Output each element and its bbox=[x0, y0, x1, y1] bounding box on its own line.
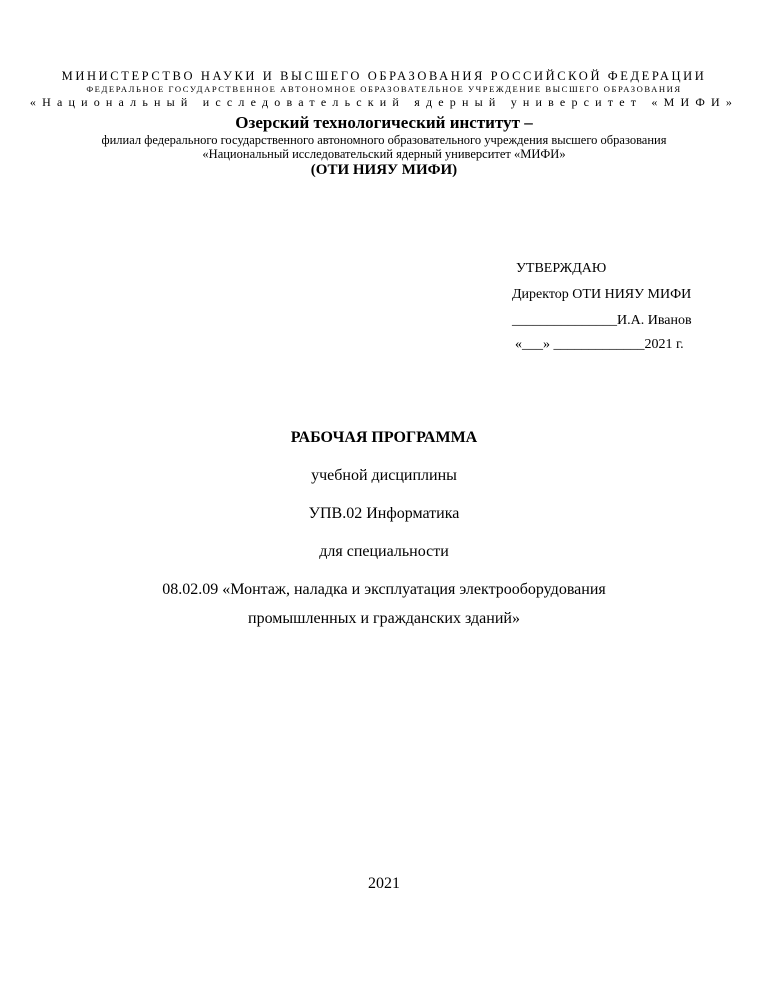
program-title: РАБОЧАЯ ПРОГРАММА bbox=[290, 429, 478, 446]
branch-description-line2: «Национальный исследовательский ядерный университет «МИФИ» bbox=[202, 147, 566, 161]
program-subtitle: учебной дисциплины bbox=[311, 467, 457, 484]
approval-signature-line: _______________И.А. Иванов bbox=[512, 313, 692, 328]
document-year: 2021 bbox=[368, 875, 400, 892]
approval-director: Директор ОТИ НИЯУ МИФИ bbox=[512, 287, 692, 302]
federal-institution-heading: ФЕДЕРАЛЬНОЕ ГОСУДАРСТВЕННОЕ АВТОНОМНОЕ ОБРАЗОВАТЕЛЬНОЕ УЧРЕЖДЕНИЕ ВЫСШЕГО ОБРАЗОВАНИЯ bbox=[86, 84, 682, 94]
institute-name: Озерский технологический институт – bbox=[235, 113, 533, 132]
ministry-heading: МИНИСТЕРСТВО НАУКИ И ВЫСШЕГО ОБРАЗОВАНИЯ РОССИЙСКОЙ ФЕДЕРАЦИИ bbox=[61, 69, 707, 83]
discipline-name: УПВ.02 Информатика bbox=[308, 505, 460, 522]
institute-abbreviation: (ОТИ НИЯУ МИФИ) bbox=[310, 162, 458, 178]
university-heading: «Национальный исследовательский ядерный университет «МИФИ» bbox=[29, 95, 739, 109]
approval-title: УТВЕРЖДАЮ bbox=[516, 261, 607, 276]
for-specialty-label: для специальности bbox=[319, 543, 449, 560]
approval-date-line: «___» _____________2021 г. bbox=[515, 337, 684, 352]
branch-description-line1: филиал федерального государственного автономного образовательного учреждения высшего образования bbox=[101, 133, 667, 147]
specialty-line2: промышленных и гражданских зданий» bbox=[248, 610, 520, 627]
specialty-line1: 08.02.09 «Монтаж, наладка и эксплуатация электрооборудования bbox=[162, 581, 606, 598]
